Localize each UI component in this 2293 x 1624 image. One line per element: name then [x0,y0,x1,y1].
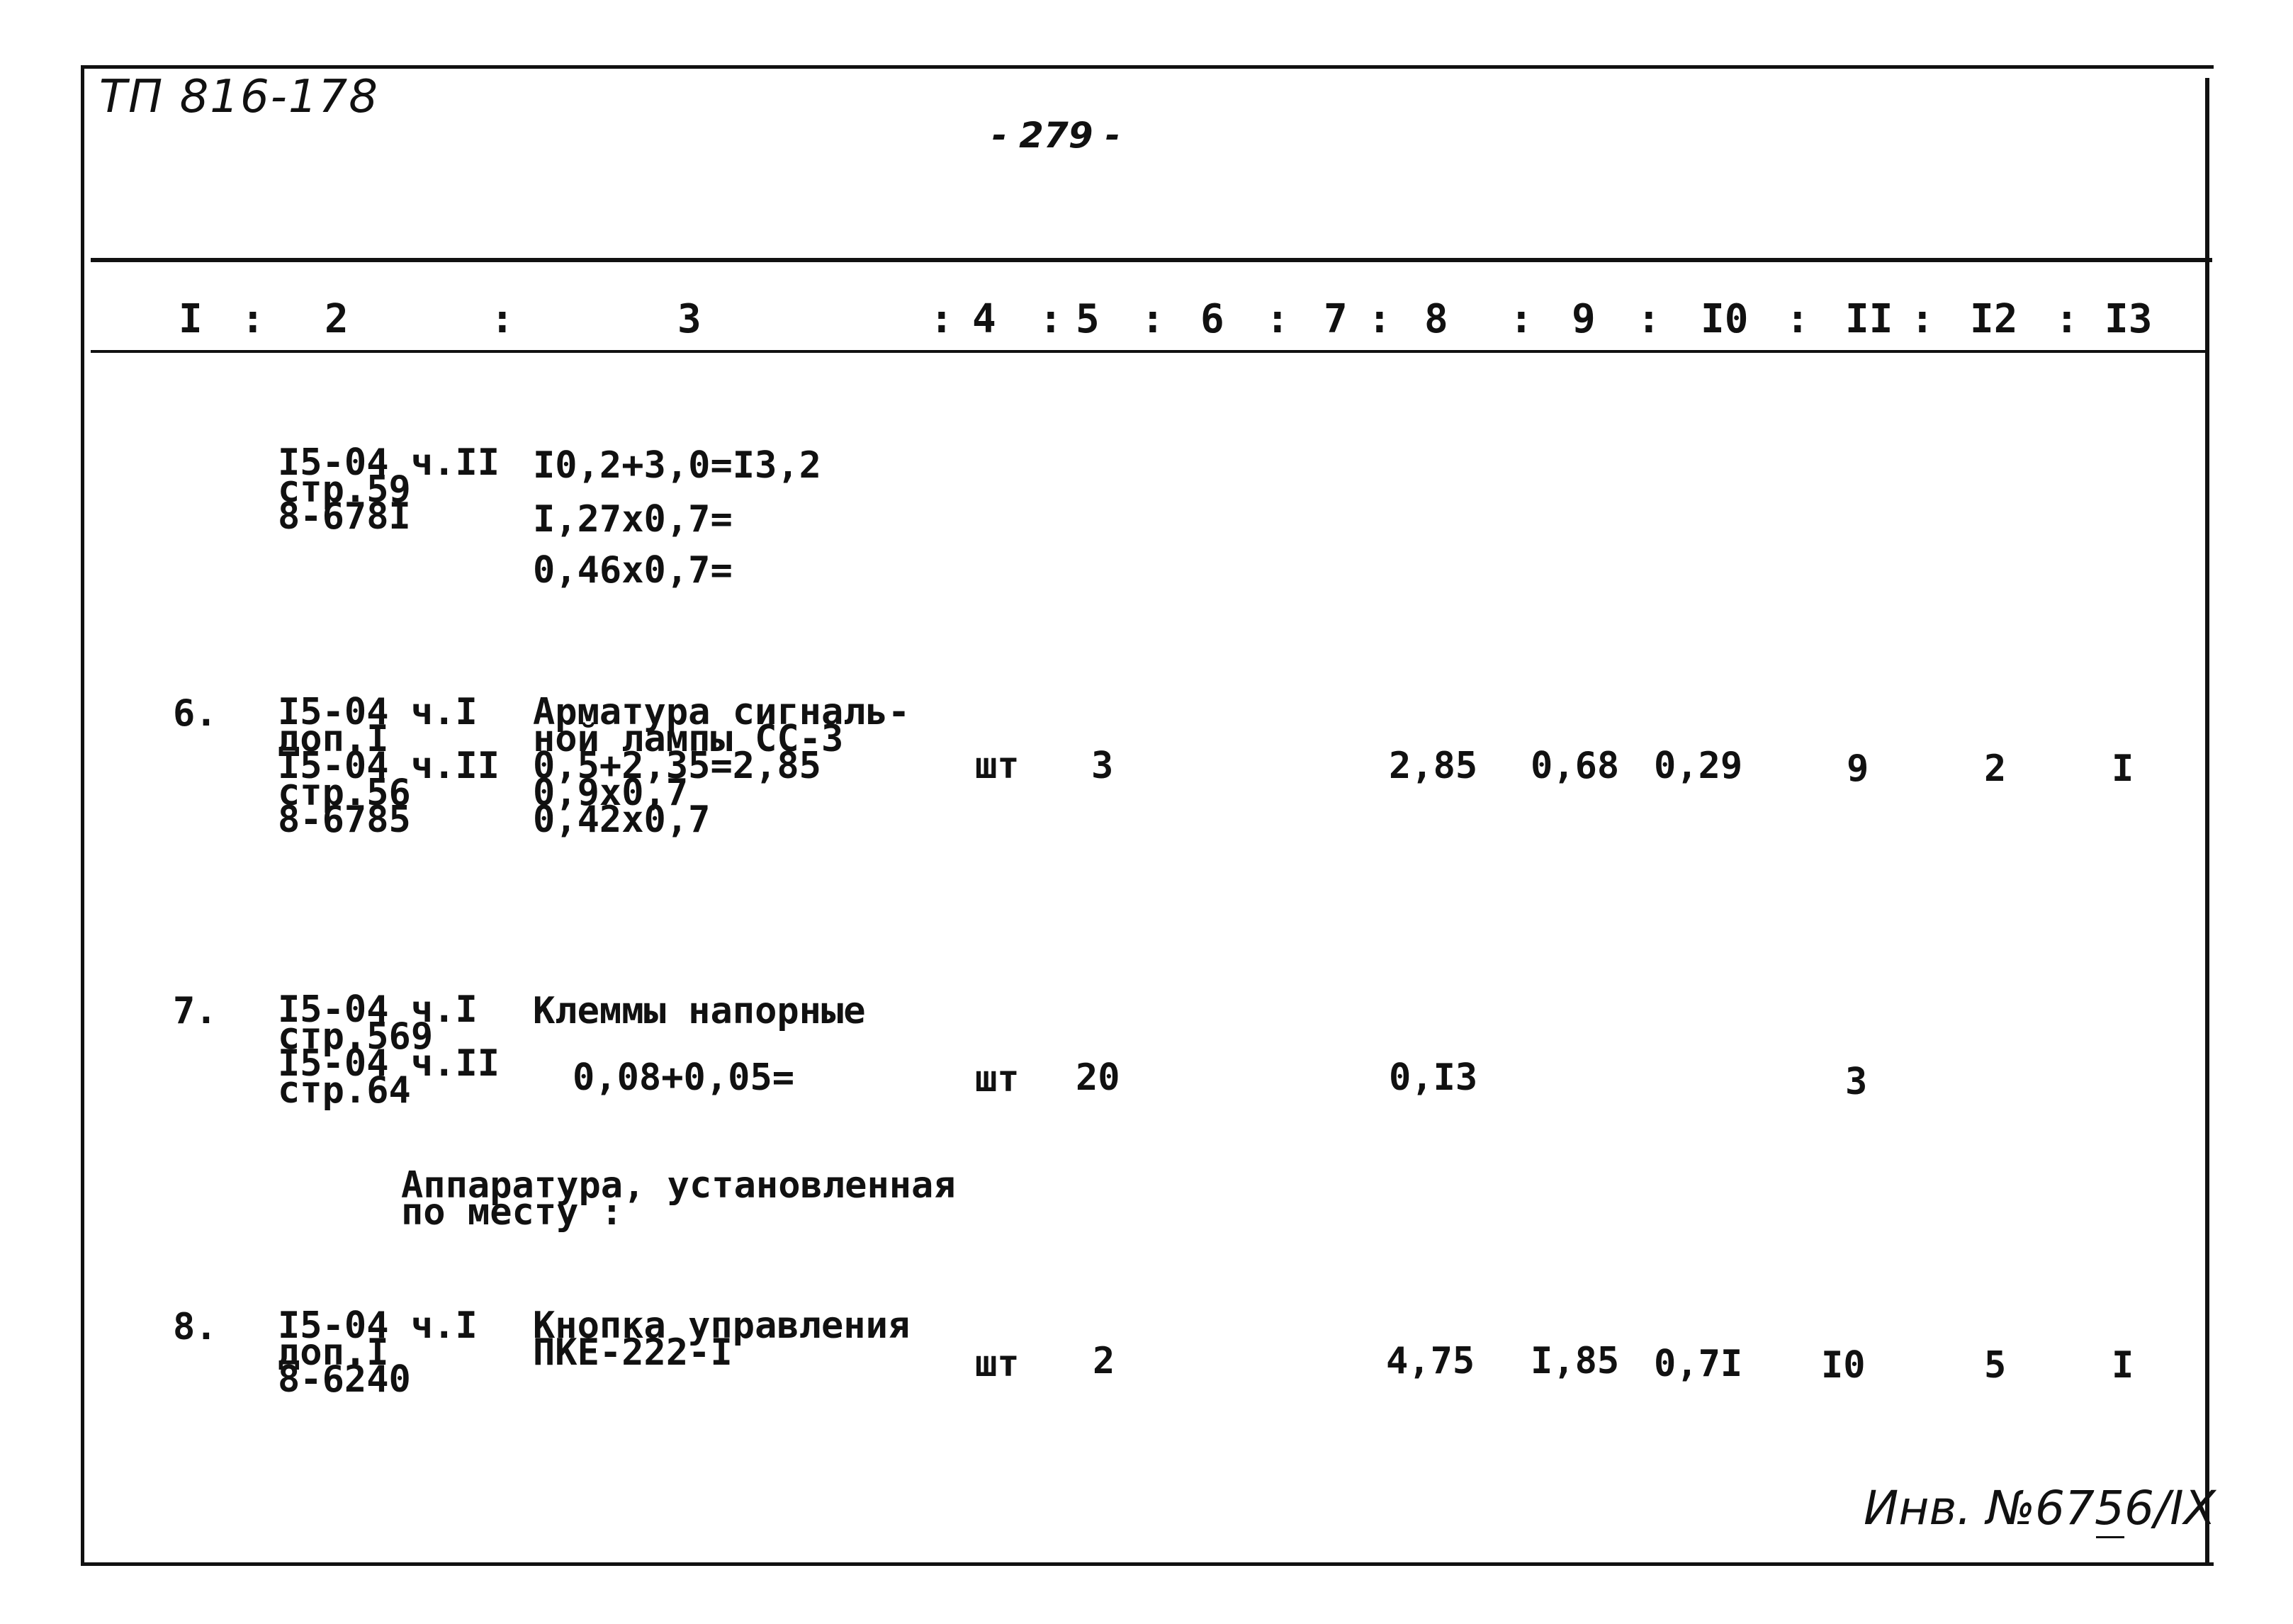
column-header-8: 8 [1424,296,1448,342]
inventory-underline [2096,1536,2124,1538]
row-8-description: Кнопка управления ПКЕ-222-I [533,1304,911,1374]
row-6-col-10: 0,29 [1654,745,1743,787]
row-6-number: 6. [173,692,218,735]
row-6-col-8: 2,85 [1389,745,1478,787]
column-header-5: 5 [1076,296,1100,342]
column-header-12: I2 [1970,296,2018,342]
row-8-col-9: I,85 [1531,1340,1620,1382]
column-separator: : [1039,296,1063,342]
column-header-4: 4 [972,296,996,342]
row-cont-desc-line-2: I,27x0,7= [533,498,733,541]
table-header-bottom-rule [91,350,2205,353]
row-6-unit: шт [975,745,1020,787]
row-7-desc-line-1: Клеммы напорные [533,990,866,1032]
column-header-3: 3 [677,296,702,342]
row-6-reference: I5-04 ч.I доп.I I5-04 ч.II стр.56 8-6785 [278,691,500,841]
column-header-2: 2 [325,296,349,342]
section-heading: Аппаратура, установленная по месту : [401,1164,956,1234]
row-7-desc-line-2: 0,08+0,05= [573,1056,795,1099]
row-6-col-12: 2 [1984,748,2007,790]
page-frame-right-edge [2205,78,2209,1564]
row-7-col-8: 0,I3 [1389,1056,1478,1099]
column-separator: : [1509,296,1533,342]
row-8-col-11: I0 [1821,1344,1866,1387]
column-separator: : [1786,296,1810,342]
row-8-unit: шт [975,1343,1020,1385]
row-7-quantity: 20 [1076,1056,1120,1099]
column-separator: : [1637,296,1661,342]
column-separator: : [1266,296,1290,342]
row-7-col-11: 3 [1845,1061,1868,1103]
column-separator: : [930,296,954,342]
column-header-13: I3 [2105,296,2153,342]
column-separator: : [490,296,514,342]
row-7-reference: I5-04 ч.I стр.569 I5-04 ч.II стр.64 [278,988,500,1112]
column-separator: : [1141,296,1165,342]
row-6-col-11: 9 [1847,748,1869,790]
column-header-7: 7 [1324,296,1348,342]
row-7-number: 7. [173,990,218,1032]
column-header-9: 9 [1572,296,1596,342]
row-8-number: 8. [173,1306,218,1348]
inventory-number: Инв. №6756/IX [1864,1481,2216,1535]
row-cont-reference: I5-04 ч.II стр.59 8-678I [278,441,500,538]
column-header-1: I [179,296,203,342]
row-8-col-12: 5 [1984,1344,2007,1387]
row-8-col-13: I [2112,1344,2134,1387]
column-header-11: II [1845,296,1893,342]
row-6-description: Арматура сигналь- ной лампы СС-3 0,5+2,35=2,85 0,9x0,7 0,42x0,7 [533,691,911,841]
row-cont-desc-line-1: I0,2+3,0=I3,2 [533,444,821,487]
document-code: ТП 816-178 [99,71,379,123]
row-8-col-10: 0,7I [1654,1343,1743,1385]
row-6-col-9: 0,68 [1531,745,1620,787]
column-separator: : [1910,296,1934,342]
row-cont-desc-line-3: 0,46x0,7= [533,549,733,592]
column-separator: : [2055,296,2079,342]
column-separator: : [241,296,265,342]
column-header-10: I0 [1701,296,1749,342]
table-header-top-rule [91,258,2212,262]
row-7-unit: шт [975,1058,1020,1100]
row-6-quantity: 3 [1091,745,1114,787]
row-8-reference: I5-04 ч.I доп.I 8-6240 [278,1304,478,1401]
row-8-quantity: 2 [1093,1340,1115,1382]
column-header-6: 6 [1200,296,1224,342]
row-8-col-8: 4,75 [1386,1340,1475,1382]
page-number: - 279 - [992,115,1120,156]
column-separator: : [1368,296,1392,342]
row-6-col-13: I [2112,748,2134,790]
